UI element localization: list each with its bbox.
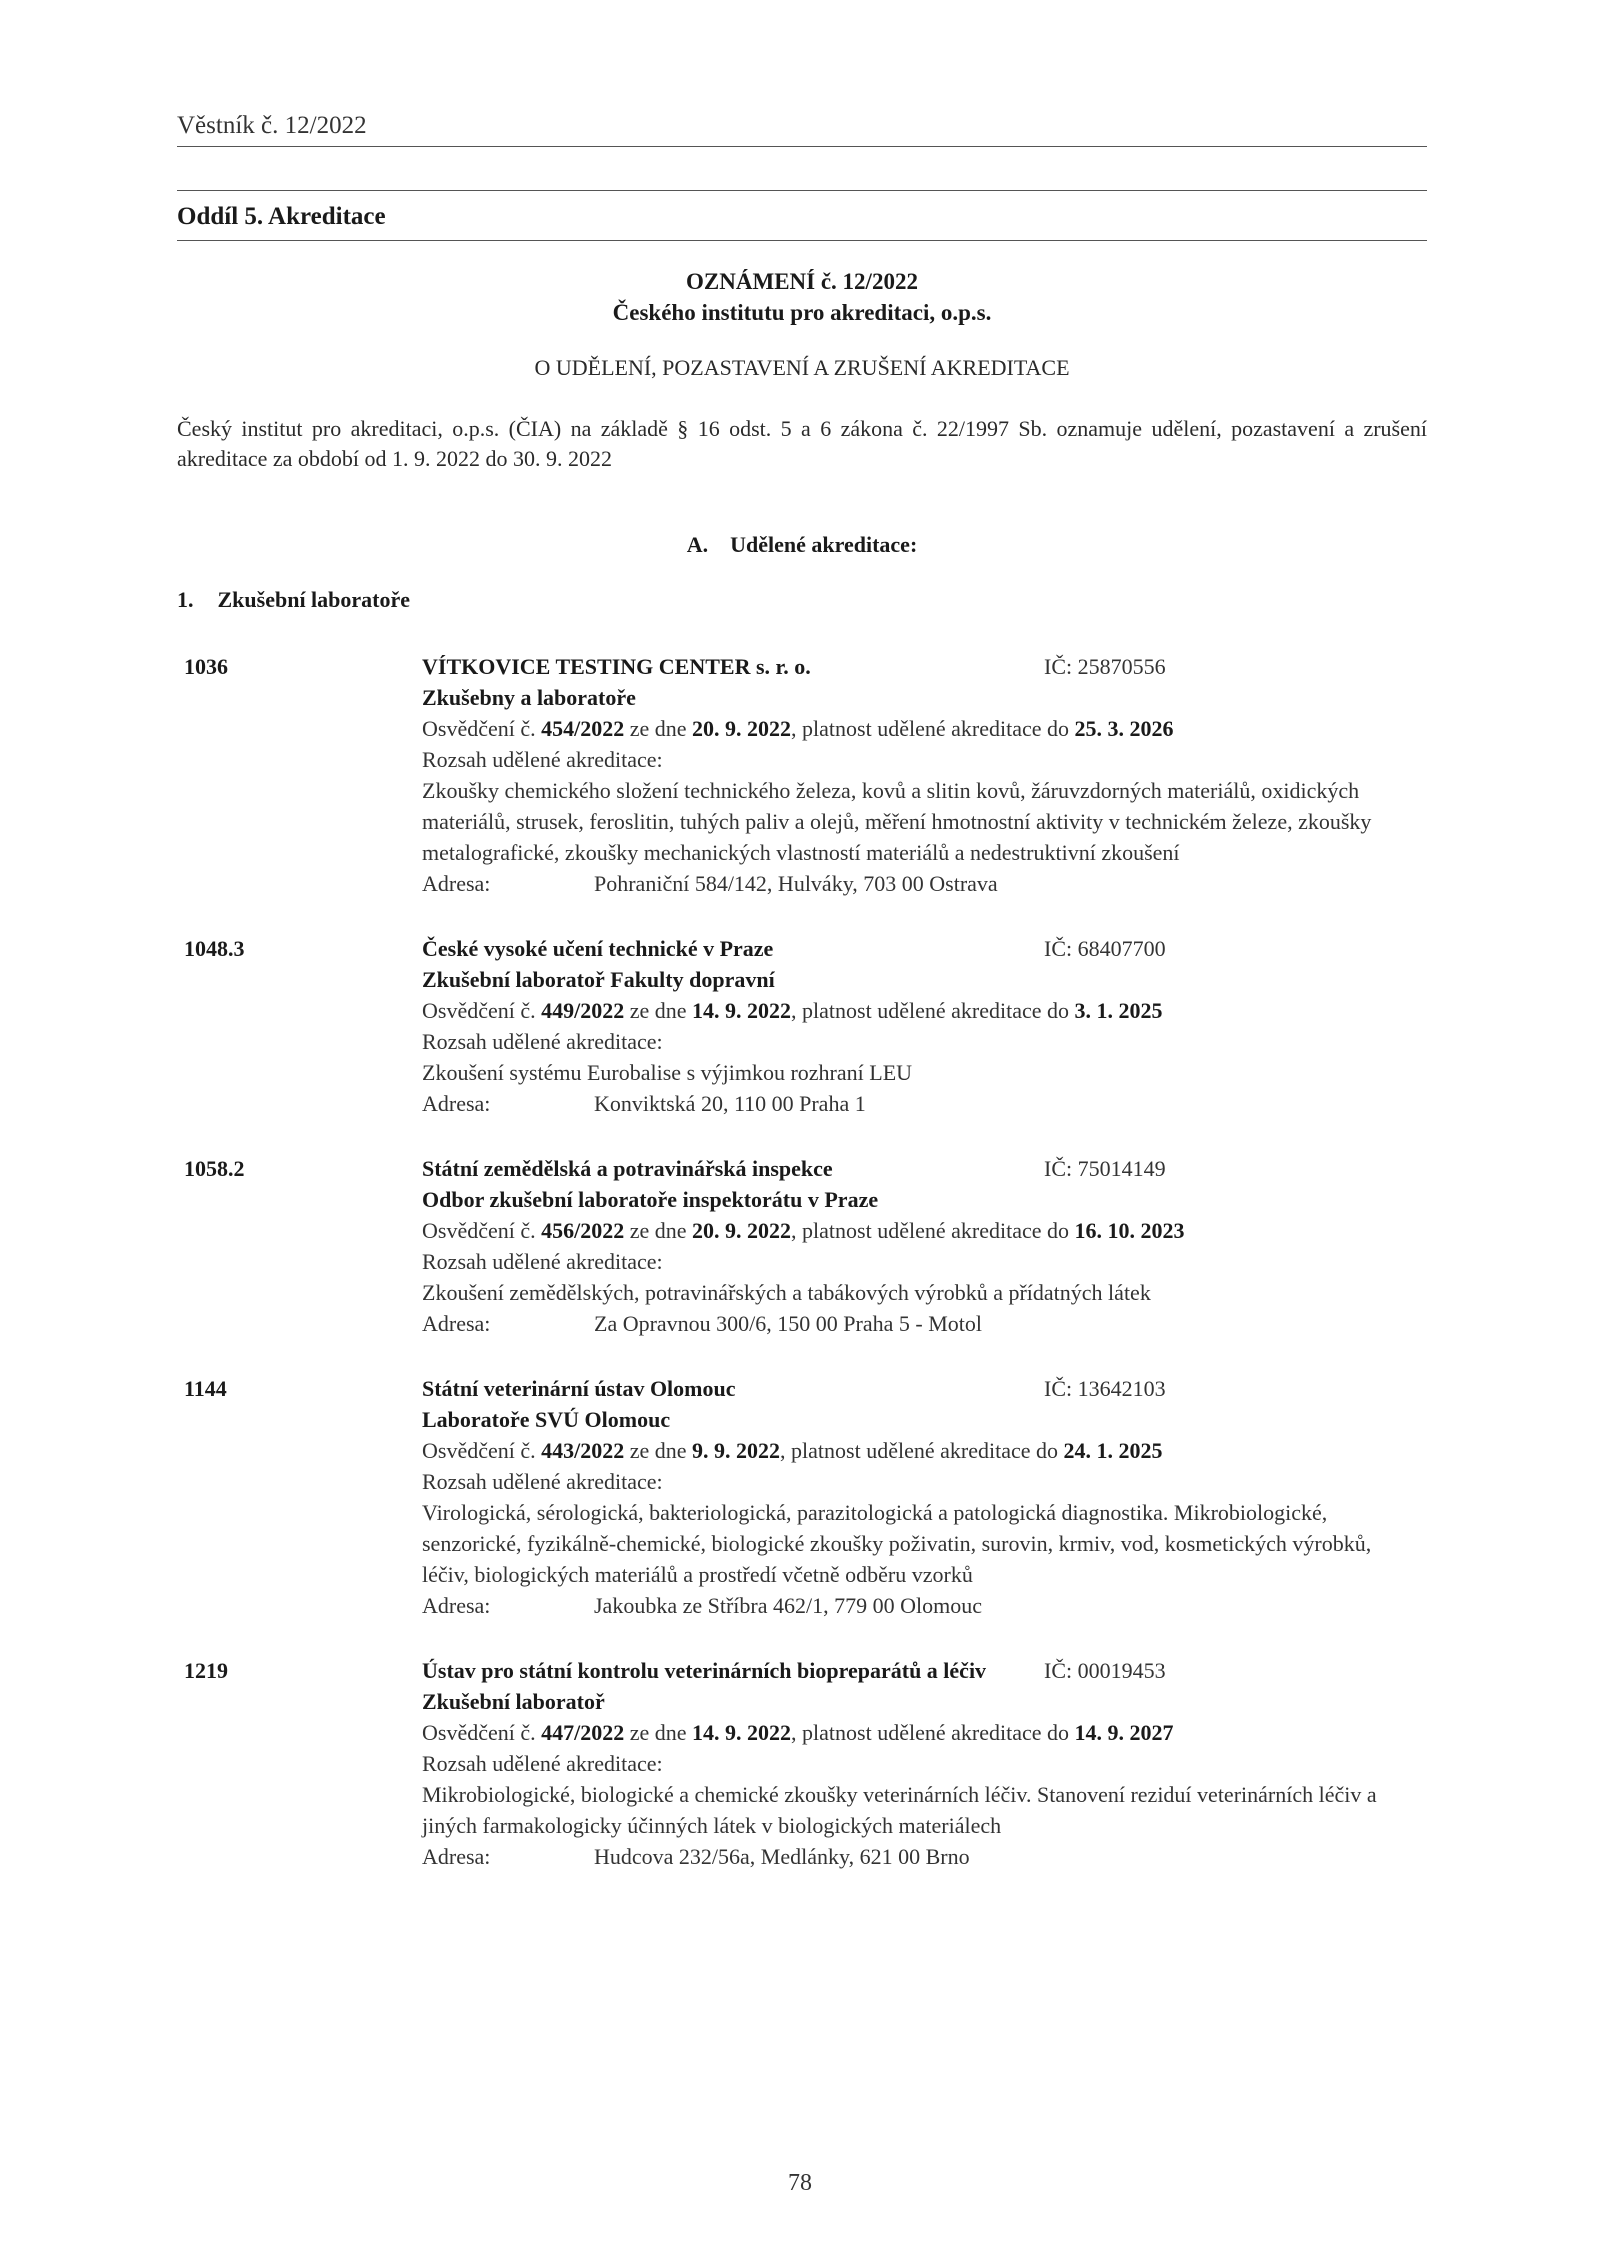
intro-paragraph: Český institut pro akreditaci, o.p.s. (ČIA) na základě § 16 odst. 5 a 6 zákona č. 22/1997 Sb. oznamuje udělení, pozastavení a zrušení akreditace za období od 1. 9. 2022 do 30. 9. 2022 (177, 416, 1427, 471)
entry-scope-label: Rozsah udělené akreditace: (422, 1029, 663, 1054)
entry-code: 1219 (184, 1658, 228, 1683)
accreditation-entry (184, 1153, 1424, 1339)
entry-scope-label: Rozsah udělené akreditace: (422, 1469, 663, 1494)
entry-address: Adresa: Za Opravnou 300/6, 150 00 Praha 5 - Motol (422, 1311, 982, 1336)
section-a-number: A. (686, 532, 709, 557)
entry-cert-number: 443/2022 (541, 1438, 625, 1463)
entry-certificate: Osvědčení č. 456/2022 ze dne 20. 9. 2022, platnost udělené akreditace do 16. 10. 2023 (422, 1218, 1185, 1243)
entry-organization: České vysoké učení technické v Praze (422, 936, 774, 961)
entry-unit: Zkušební laboratoř (422, 1689, 605, 1714)
accreditation-entry (184, 651, 1424, 899)
section-a-title: Udělené akreditace: (730, 532, 918, 557)
entry-organization: Státní zemědělská a potravinářská inspekce (422, 1156, 833, 1181)
accreditation-list (184, 651, 1424, 1906)
entry-scope: Virologická, sérologická, bakteriologická, parazitologická a patologická diagnostika. Mikrobiologické, senzorické, fyzikálně-chemické, biologické zkoušky poživatin, surovin, krmiv, vod, kosmetických výrobků, léčiv, biologických materiálů a prostředí včetně odběru vzorků (422, 1500, 1372, 1587)
notice-title-line1: OZNÁMENÍ č. 12/2022 (686, 269, 918, 294)
header-rule (177, 146, 1427, 147)
entry-address: Adresa: Konviktská 20, 110 00 Praha 1 (422, 1091, 866, 1116)
entry-organization: Státní veterinární ústav Olomouc (422, 1376, 736, 1401)
entry-scope: Zkoušení systému Eurobalise s výjimkou rozhraní LEU (422, 1060, 913, 1085)
entry-cert-number: 449/2022 (541, 998, 625, 1023)
entry-certificate: Osvědčení č. 454/2022 ze dne 20. 9. 2022, platnost udělené akreditace do 25. 3. 2026 (422, 716, 1174, 741)
entry-cert-date: 9. 9. 2022 (692, 1438, 781, 1463)
subsection-title: Zkušební laboratoře (217, 587, 411, 612)
entry-certificate: Osvědčení č. 443/2022 ze dne 9. 9. 2022, platnost udělené akreditace do 24. 1. 2025 (422, 1438, 1163, 1463)
entry-valid-date: 16. 10. 2023 (1074, 1218, 1185, 1243)
accreditation-entry (184, 1373, 1424, 1621)
entry-certificate: Osvědčení č. 447/2022 ze dne 14. 9. 2022, platnost udělené akreditace do 14. 9. 2027 (422, 1720, 1174, 1745)
section-rule-top (177, 190, 1427, 191)
entry-organization: VÍTKOVICE TESTING CENTER s. r. o. (422, 654, 811, 679)
entry-scope: Zkoušky chemického složení technického železa, kovů a slitin kovů, žáruvzdorných materiálů, oxidických materiálů, strusek, feroslitin, tuhých paliv a olejů, měření hmotnostní aktivity v technickém železe, zkoušky metalografické, zkoušky mechanických vlastností materiálů a nedestruktivní zkoušení (422, 778, 1372, 865)
page-number: 78 (788, 2170, 812, 2196)
entry-scope: Mikrobiologické, biologické a chemické zkoušky veterinárních léčiv. Stanovení reziduí veterinárních léčiv a jiných farmakologicky účinných látek v biologických materiálech (422, 1782, 1377, 1838)
entry-organization: Ústav pro státní kontrolu veterinárních biopreparátů a léčiv (422, 1658, 987, 1683)
entry-scope: Zkoušení zemědělských, potravinářských a tabákových výrobků a přídatných látek (422, 1280, 1151, 1305)
entry-cert-number: 447/2022 (541, 1720, 625, 1745)
section-title: Oddíl 5. Akreditace (177, 203, 386, 230)
entry-cert-date: 14. 9. 2022 (692, 1720, 792, 1745)
entry-cert-number: 456/2022 (541, 1218, 625, 1243)
subsection-number: 1. (177, 587, 194, 612)
notice-subtitle: O UDĚLENÍ, POZASTAVENÍ A ZRUŠENÍ AKREDITACE (534, 355, 1070, 380)
entry-scope-label: Rozsah udělené akreditace: (422, 747, 663, 772)
entry-valid-date: 3. 1. 2025 (1074, 998, 1163, 1023)
subsection-heading (177, 587, 410, 613)
entry-cert-date: 14. 9. 2022 (692, 998, 792, 1023)
notice-title (177, 266, 1427, 328)
entry-unit: Laboratoře SVÚ Olomouc (422, 1407, 671, 1432)
entry-address: Adresa: Jakoubka ze Stříbra 462/1, 779 00 Olomouc (422, 1593, 982, 1618)
entry-unit: Zkušebny a laboratoře (422, 685, 636, 710)
entry-cert-date: 20. 9. 2022 (692, 716, 792, 741)
entry-ic: IČ: 13642103 (1044, 1376, 1166, 1401)
entry-certificate: Osvědčení č. 449/2022 ze dne 14. 9. 2022, platnost udělené akreditace do 3. 1. 2025 (422, 998, 1163, 1023)
running-head: Věstník č. 12/2022 (177, 112, 367, 139)
entry-code: 1144 (184, 1376, 227, 1401)
accreditation-entry (184, 933, 1424, 1119)
entry-valid-date: 25. 3. 2026 (1074, 716, 1174, 741)
section-a-heading (177, 532, 1427, 558)
entry-code: 1036 (184, 654, 228, 679)
entry-unit: Odbor zkušební laboratoře inspektorátu v Praze (422, 1187, 879, 1212)
entry-ic: IČ: 68407700 (1044, 936, 1166, 961)
entry-ic: IČ: 25870556 (1044, 654, 1166, 679)
entry-scope-label: Rozsah udělené akreditace: (422, 1249, 663, 1274)
section-rule-bottom (177, 240, 1427, 241)
entry-code: 1058.2 (184, 1156, 245, 1181)
entry-address: Adresa: Pohraniční 584/142, Hulváky, 703 00 Ostrava (422, 871, 998, 896)
entry-valid-date: 24. 1. 2025 (1063, 1438, 1163, 1463)
entry-ic: IČ: 00019453 (1044, 1658, 1166, 1683)
accreditation-entry (184, 1655, 1424, 1872)
notice-title-line2: Českého institutu pro akreditaci, o.p.s. (612, 300, 992, 325)
entry-unit: Zkušební laboratoř Fakulty dopravní (422, 967, 775, 992)
entry-address: Adresa: Hudcova 232/56a, Medlánky, 621 00 Brno (422, 1844, 970, 1869)
entry-valid-date: 14. 9. 2027 (1074, 1720, 1174, 1745)
entry-cert-date: 20. 9. 2022 (692, 1218, 792, 1243)
entry-scope-label: Rozsah udělené akreditace: (422, 1751, 663, 1776)
entry-code: 1048.3 (184, 936, 245, 961)
entry-cert-number: 454/2022 (541, 716, 625, 741)
entry-ic: IČ: 75014149 (1044, 1156, 1166, 1181)
